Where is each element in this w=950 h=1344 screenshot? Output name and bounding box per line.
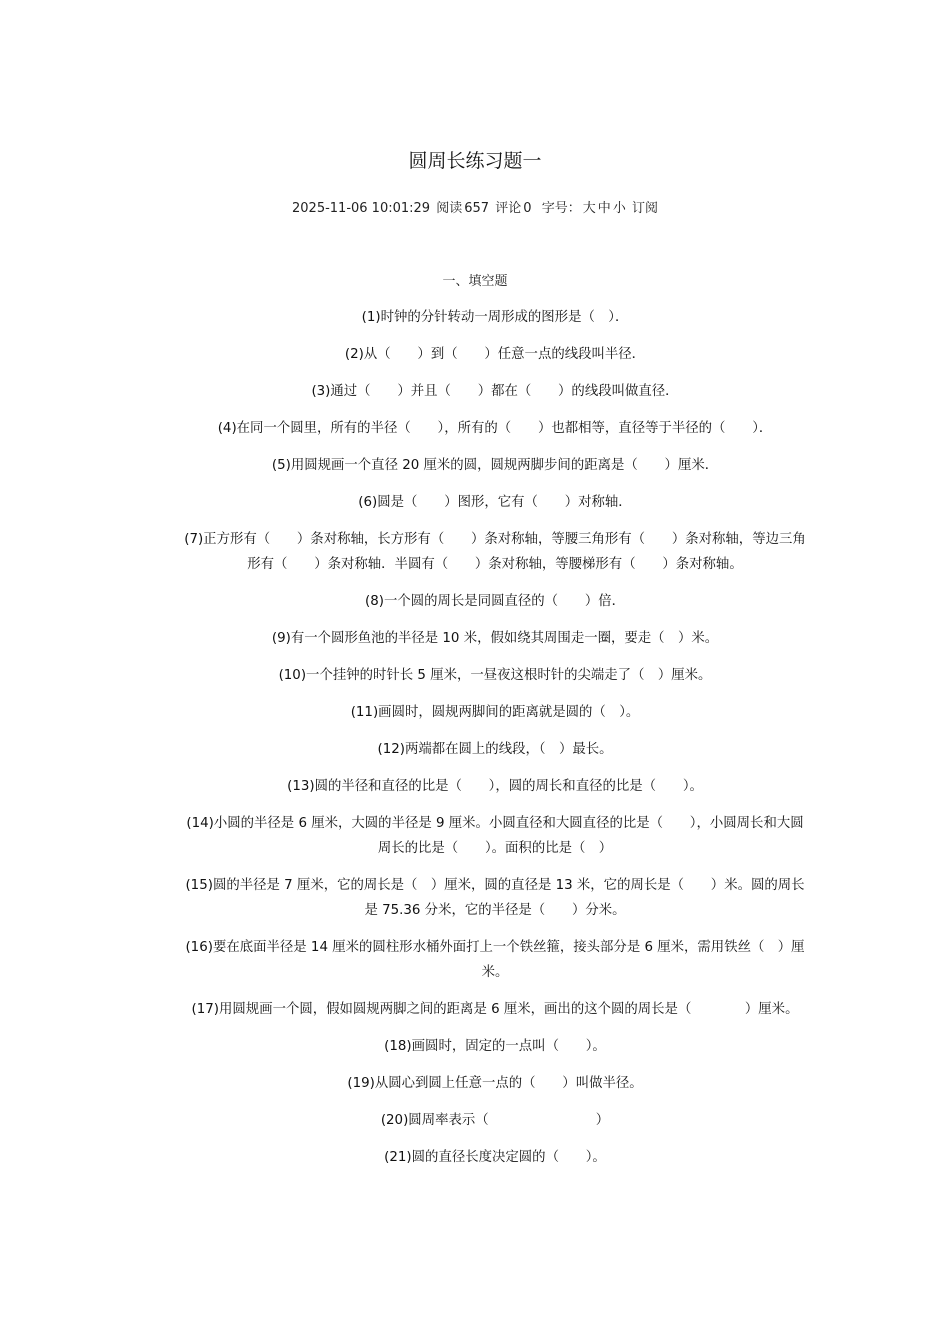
- question-item: (1)时钟的分针转动一周形成的图形是（ ）．: [361, 310, 629, 325]
- font-size-big-link[interactable]: 大: [582, 201, 596, 216]
- comment-label[interactable]: 评论: [495, 201, 522, 216]
- question-item: (4)在同一个圆里，所有的半径（ ），所有的（ ）也都相等，直径等于半径的（ ）．: [217, 421, 773, 436]
- question-item: (3)通过（ ）并且（ ）都在（ ）的线段叫做直径．: [311, 384, 679, 399]
- question-item: (12)两端都在圆上的线段，（ ）最长。: [377, 742, 613, 757]
- question-list: [180, 305, 810, 1182]
- question-item: (15)圆的半径是 7 厘米，它的周长是（ ）厘米，圆的直径是 13 米，它的周长是（ ）米。圆的周长是 75.36 分米，它的半径是（ ）分米。: [185, 878, 805, 918]
- question-item: (18)画圆时，固定的一点叫（ ）。: [384, 1039, 606, 1054]
- question-item: (6)圆是（ ）图形，它有（ ）对称轴．: [358, 495, 632, 510]
- article-meta: [0, 197, 950, 216]
- question-item: (17)用圆规画一个圆，假如圆规两脚之间的距离是 6 厘米，画出的这个圆的周长是（ ）厘米。: [191, 1002, 799, 1017]
- subscribe-link[interactable]: 订阅: [631, 201, 658, 216]
- question-item: (5)用圆规画一个直径 20 厘米的圆，圆规两脚步间的距离是（ ）厘米．: [271, 458, 719, 473]
- question-item: (21)圆的直径长度决定圆的（ ）。: [384, 1150, 606, 1165]
- read-label: 阅读: [436, 201, 463, 216]
- question-item: (8)一个圆的周长是同圆直径的（ ）倍．: [365, 594, 625, 609]
- comment-count: 0: [523, 201, 532, 216]
- question-item: (10)一个挂钟的时针长 5 厘米，一昼夜这根时针的尖端走了（ ）厘米。: [278, 668, 712, 683]
- question-item: (13)圆的半径和直径的比是（ ），圆的周长和直径的比是（ ）。: [287, 779, 703, 794]
- read-count: 657: [464, 201, 490, 216]
- font-size-small-link[interactable]: 小: [612, 201, 626, 216]
- question-item: (20)圆周率表示（ ）: [380, 1113, 610, 1128]
- question-item: (2)从（ ）到（ ）任意一点的线段叫半径．: [344, 347, 646, 362]
- section-title: 一、填空题: [442, 274, 508, 289]
- question-item: (11)画圆时，圆规两脚间的距离就是圆的（ ）。: [350, 705, 640, 720]
- question-item: (14)小圆的半径是 6 厘米，大圆的半径是 9 厘米。小圆直径和大圆直径的比是（ ），小圆周长和大圆周长的比是（ ）。面积的比是（ ）: [186, 816, 804, 856]
- question-item: (16)要在底面半径是 14 厘米的圆柱形水桶外面打上一个铁丝箍，接头部分是 6 厘米，需用铁丝（ ）厘米。: [185, 940, 805, 980]
- question-item: (7)正方形有（ ）条对称轴，长方形有（ ）条对称轴，等腰三角形有（ ）条对称轴，等边三角形有（ ）条对称轴．半圆有（ ）条对称轴，等腰梯形有（ ）条对称轴。: [184, 532, 806, 572]
- publish-datetime: 2025-11-06 10:01:29: [292, 201, 431, 216]
- font-size-mid-link[interactable]: 中: [597, 201, 611, 216]
- question-item: (9)有一个圆形鱼池的半径是 10 米，假如绕其周围走一圈，要走（ ）米。: [271, 631, 719, 646]
- font-size-label: 字号：: [541, 201, 581, 216]
- question-item: (19)从圆心到圆上任意一点的（ ）叫做半径。: [347, 1076, 643, 1091]
- page-title: 圆周长练习题一: [408, 150, 542, 172]
